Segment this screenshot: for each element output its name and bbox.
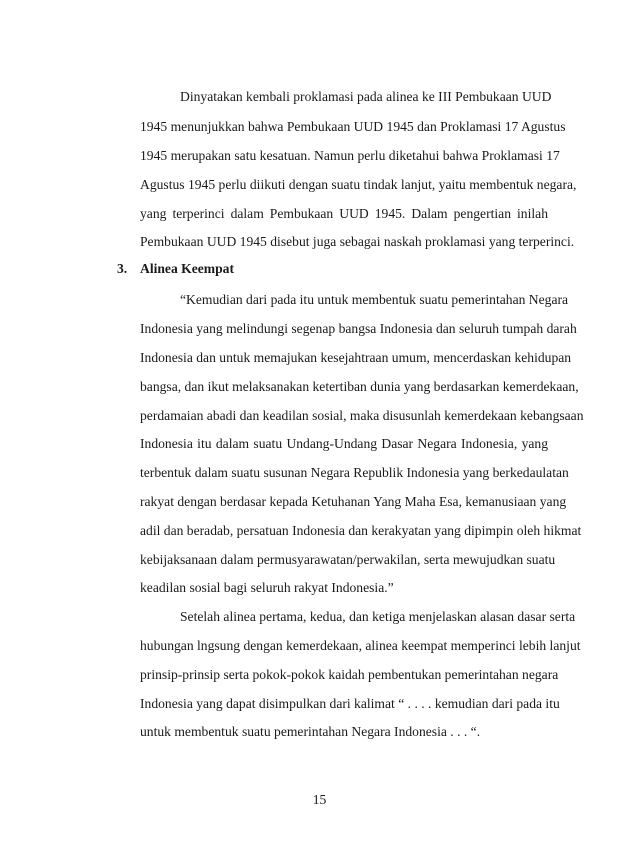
paragraph-2-line-11: keadilan sosial bagi seluruh rakyat Indonesia.” xyxy=(140,580,394,595)
paragraph-2-line-9: adil dan beradab, persatuan Indonesia dan kerakyatan yang dipimpin oleh hikmat xyxy=(140,523,582,538)
paragraph-1-line-2: 1945 menunjukkan bahwa Pembukaan UUD 1945 dan Proklamasi 17 Agustus xyxy=(140,119,566,134)
section-title: Alinea Keempat xyxy=(140,261,235,276)
paragraph-2-line-4: bangsa, dan ikut melaksanakan ketertiban dunia yang berdasarkan kemerdekaan, xyxy=(140,379,579,394)
paragraph-3-line-1: Setelah alinea pertama, kedua, dan ketiga menjelaskan alasan dasar serta xyxy=(180,609,576,624)
paragraph-2-line-2: Indonesia yang melindungi segenap bangsa Indonesia dan seluruh tumpah darah xyxy=(140,321,577,336)
paragraph-2-line-6: Indonesia itu dalam suatu Undang-Undang Dasar Negara Indonesia, yang xyxy=(140,436,548,451)
page-number: 15 xyxy=(312,792,327,807)
paragraph-2-line-5: perdamaian abadi dan keadilan sosial, maka disusunlah kemerdekaan kebangsaan xyxy=(140,408,584,423)
paragraph-2-line-8: rakyat dengan berdasar kepada Ketuhanan Yang Maha Esa, kemanusiaan yang xyxy=(140,494,567,509)
paragraph-3-line-5: untuk membentuk suatu pemerintahan Negara Indonesia . . . “. xyxy=(140,724,481,739)
paragraph-1-line-1: Dinyatakan kembali proklamasi pada alinea ke III Pembukaan UUD xyxy=(180,89,552,104)
paragraph-1-line-6: Pembukaan UUD 1945 disebut juga sebagai naskah proklamasi yang terperinci. xyxy=(140,234,575,249)
paragraph-1-line-3: 1945 merupakan satu kesatuan. Namun perlu diketahui bahwa Proklamasi 17 xyxy=(140,148,560,163)
paragraph-2-line-10: kebijaksanaan dalam permusyarawatan/perwakilan, serta mewujudkan suatu xyxy=(140,552,556,567)
paragraph-3-line-3: prinsip-prinsip serta pokok-pokok kaidah pembentukan pemerintahan negara xyxy=(140,667,559,682)
paragraph-2-line-1: “Kemudian dari pada itu untuk membentuk suatu pemerintahan Negara xyxy=(180,292,569,307)
paragraph-1-line-4: Agustus 1945 perlu diikuti dengan suatu tindak lanjut, yaitu membentuk negara, xyxy=(140,177,577,192)
paragraph-2-line-7: terbentuk dalam suatu susunan Negara Republik Indonesia yang berkedaulatan xyxy=(140,465,569,480)
paragraph-1-line-5: yang terperinci dalam Pembukaan UUD 1945. Dalam pengertian inilah xyxy=(140,206,548,221)
paragraph-3-line-4: Indonesia yang dapat disimpulkan dari kalimat “ . . . . kemudian dari pada itu xyxy=(140,696,560,711)
section-number: 3. xyxy=(117,261,128,276)
paragraph-3-line-2: hubungan lngsung dengan kemerdekaan, alinea keempat memperinci lebih lanjut xyxy=(140,638,581,653)
section-heading xyxy=(117,261,234,277)
paragraph-2-line-3: Indonesia dan untuk memajukan kesejahtraan umum, mencerdaskan kehidupan xyxy=(140,350,572,365)
